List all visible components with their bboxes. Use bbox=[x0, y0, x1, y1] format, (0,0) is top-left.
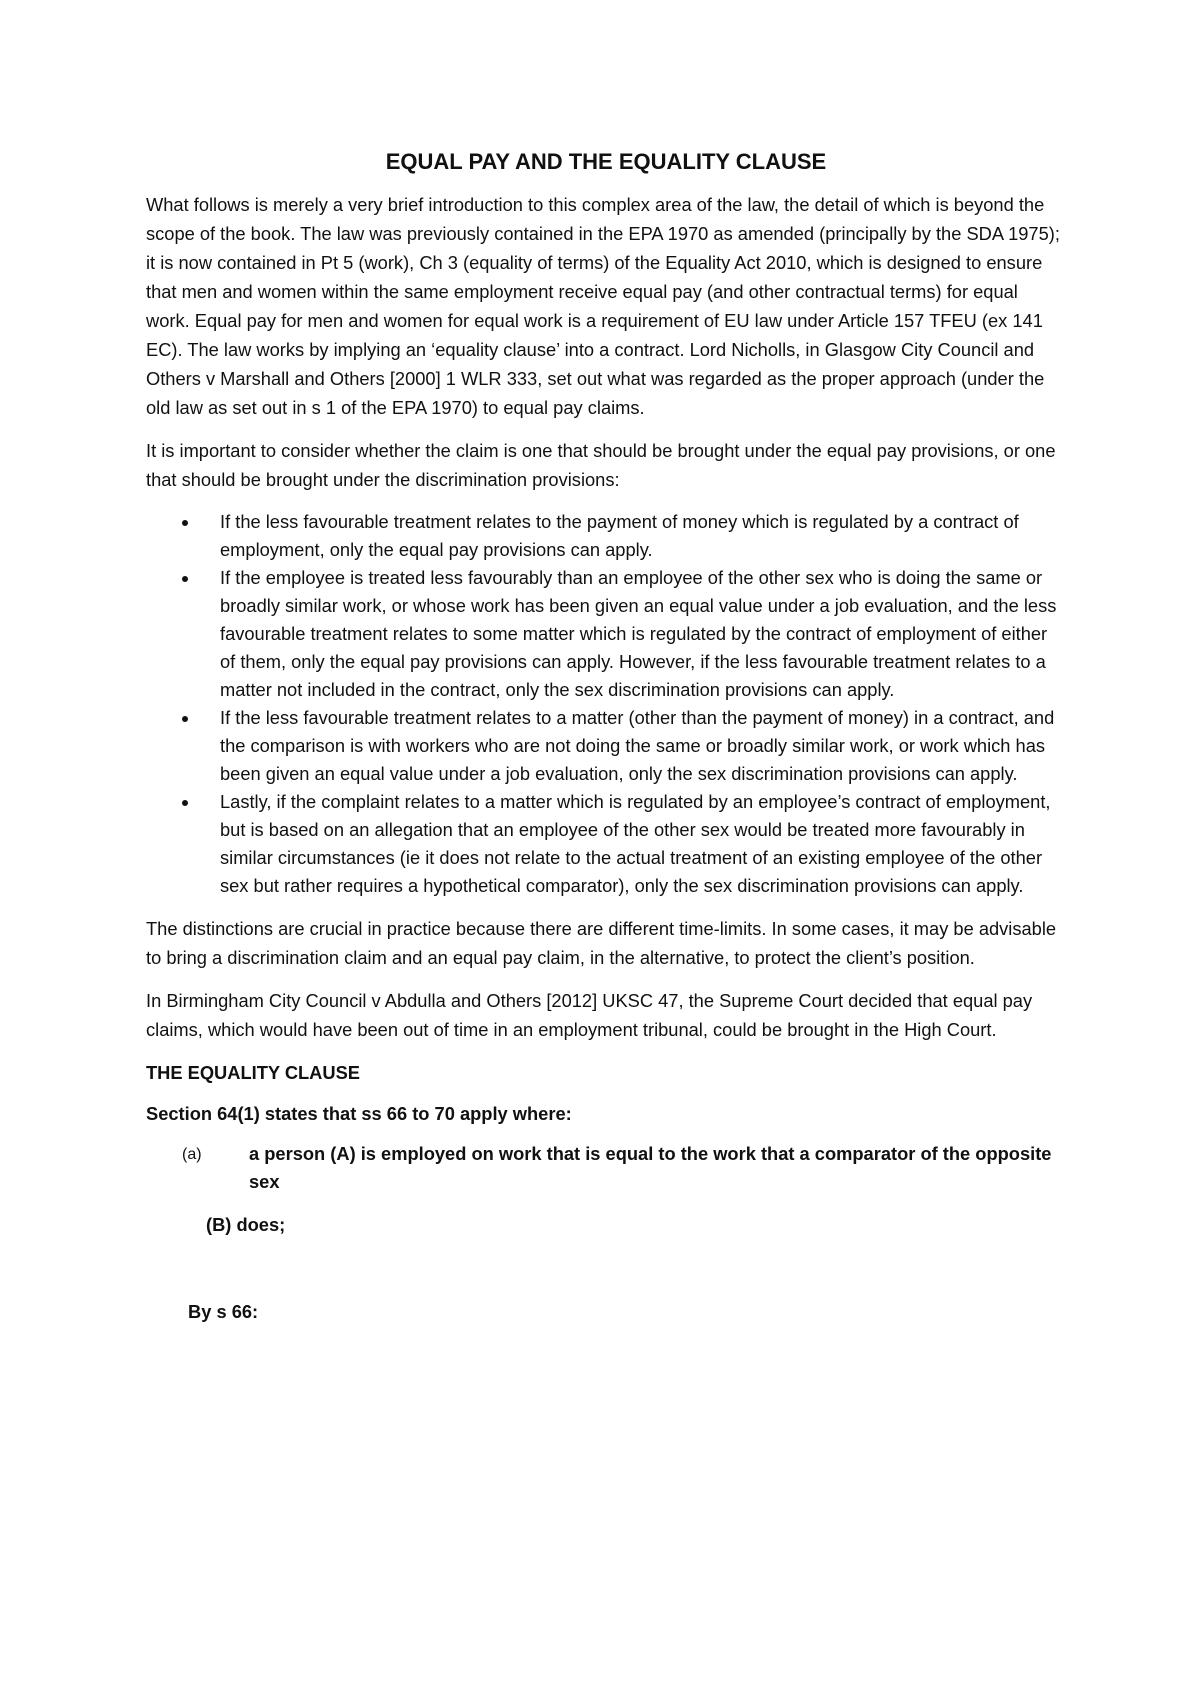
list-item-text: If the employee is treated less favourably than an employee of the other sex who is doing the same or broadly similar work, or whose work has been given an equal value under a job evaluation, and the less favourable treatment relates to some matter which is regulated by the contract of employment of either of them, only the equal pay provisions can apply. However, if the less favourable treatment relates to a matter not included in the contract, only the sex discrimination provisions can apply. bbox=[220, 567, 1057, 700]
list-item bbox=[146, 704, 1066, 788]
document-title: EQUAL PAY AND THE EQUALITY CLAUSE bbox=[385, 149, 827, 174]
document-body bbox=[146, 148, 1066, 1326]
section-64-line: Section 64(1) states that ss 66 to 70 apply where: bbox=[146, 1103, 572, 1124]
bullet-icon bbox=[182, 576, 188, 582]
list-item bbox=[146, 788, 1066, 900]
list-item-text: If the less favourable treatment relates to the payment of money which is regulated by a contract of employment, only the equal pay provisions can apply. bbox=[220, 511, 1019, 560]
bullet-icon bbox=[182, 716, 188, 722]
list-item-text: If the less favourable treatment relates to a matter (other than the payment of money) in a contract, and the comparison is with workers who are not doing the same or broadly similar work, or work which has been given an equal value under a job evaluation, only the sex discrimination provisions can apply. bbox=[220, 707, 1055, 784]
list-item-text: Lastly, if the complaint relates to a matter which is regulated by an employee’s contract of employment, but is based on an allegation that an employee of the other sex would be treated more favourably in similar circumstances (ie it does not relate to the actual treatment of an existing employee of the other sex but rather requires a hypothetical comparator), only the sex discrimination provisions can apply. bbox=[220, 791, 1051, 896]
distinctions-paragraph: The distinctions are crucial in practice because there are different time-limits. In some cases, it may be advisable to bring a discrimination claim and an equal pay claim, in the alternative, to protect the client’s position. bbox=[146, 918, 1057, 968]
sub-item-a bbox=[146, 1140, 1066, 1196]
section-heading: THE EQUALITY CLAUSE bbox=[146, 1062, 360, 1083]
by-s66-line: By s 66: bbox=[188, 1301, 259, 1322]
bullet-icon bbox=[182, 800, 188, 806]
sub-item-text: a person (A) is employed on work that is equal to the work that a comparator of the opposite sex bbox=[249, 1143, 1052, 1192]
provisions-list bbox=[146, 508, 1066, 900]
consider-paragraph: It is important to consider whether the claim is one that should be brought under the equal pay provisions, or one that should be brought under the discrimination provisions: bbox=[146, 440, 1056, 490]
birmingham-paragraph: In Birmingham City Council v Abdulla and Others [2012] UKSC 47, the Supreme Court decided that equal pay claims, which would have been out of time in an employment tribunal, could be brought in the High Court. bbox=[146, 990, 1033, 1040]
sub-item-marker: (a) bbox=[182, 1146, 202, 1163]
intro-paragraph: What follows is merely a very brief introduction to this complex area of the law, the detail of which is beyond the scope of the book. The law was previously contained in the EPA 1970 as amended (principally by the SDA 1975); it is now contained in Pt 5 (work), Ch 3 (equality of terms) of the Equality Act 2010, which is designed to ensure that men and women within the same employment receive equal pay (and other contractual terms) for equal work. Equal pay for men and women for equal work is a requirement of EU law under Article 157 TFEU (ex 141 EC). The law works by implying an ‘equality clause’ into a contract. Lord Nicholls, in Glasgow City Council and Others v Marshall and Others [2000] 1 WLR 333, set out what was regarded as the proper approach (under the old law as set out in s 1 of the EPA 1970) to equal pay claims. bbox=[146, 194, 1060, 418]
list-item bbox=[146, 508, 1066, 564]
bullet-icon bbox=[182, 520, 188, 526]
list-item bbox=[146, 564, 1066, 704]
sub-item-b-line: (B) does; bbox=[206, 1214, 286, 1235]
